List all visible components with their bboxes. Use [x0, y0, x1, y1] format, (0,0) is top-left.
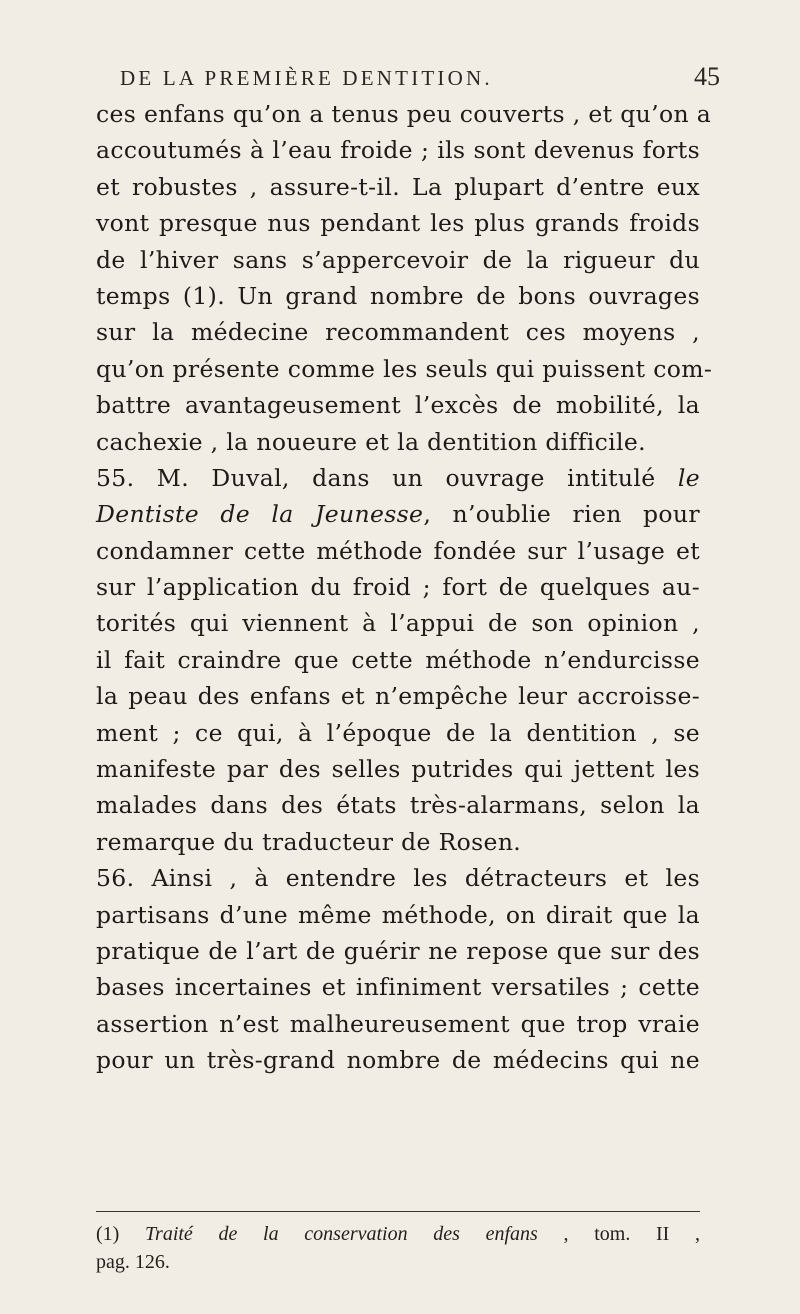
footnote-marker: (1) [96, 1223, 146, 1245]
text-line: condamner cette méthode fondée sur l’usage et [96, 536, 700, 565]
text-line: torités qui viennent à l’appui de son opinion , [96, 609, 700, 638]
text-line: de l’hiver sans s’appercevoir de la rigueur du [96, 245, 700, 274]
footnote-title: Traité de la conservation des enfans [145, 1223, 538, 1245]
text-line: 56. Ainsi , à entendre les détracteurs et les [96, 864, 700, 893]
page-number: 45 [694, 62, 720, 91]
text-line: temps (1). Un grand nombre de bons ouvrages [96, 281, 700, 310]
text-run: , n’oublie rien pour [423, 500, 700, 529]
text-run: 55. M. Duval, dans un ouvrage intitulé [96, 463, 678, 492]
text-line: battre avantageusement l’excès de mobilité, la [96, 391, 700, 420]
text-line: pratique de l’art de guérir ne repose que sur des [96, 936, 700, 965]
text-line: sur la médecine recommandent ces moyens , [96, 318, 700, 347]
running-head [120, 62, 720, 96]
text-line: pour un très-grand nombre de médecins qui ne [96, 1046, 700, 1075]
text-line: partisans d’une même méthode, on dirait que la [96, 900, 700, 929]
text-line: qu’on présente comme les seuls qui puissent com- [96, 354, 713, 383]
text-line: bases incertaines et infiniment versatiles ; cette [96, 973, 700, 1002]
text-line: manifeste par des selles putrides qui jettent les [96, 755, 700, 784]
text-line: cachexie , la noueure et la dentition difficile. [96, 427, 646, 456]
text-line: vont presque nus pendant les plus grands froids [96, 209, 700, 238]
body-text [96, 96, 713, 1079]
text-line: et robustes , assure-t-il. La plupart d’entre eux [96, 172, 700, 201]
text-line: remarque du traducteur de Rosen. [96, 827, 522, 856]
text-line: sur l’application du froid ; fort de quelques au- [96, 573, 700, 602]
text-line: il fait craindre que cette méthode n’endurcisse [96, 645, 700, 674]
paragraph-55-line-2 [96, 496, 700, 532]
paragraph-55-line-1 [96, 460, 700, 496]
text-line: malades dans des états très-alarmans, selon la [96, 791, 700, 820]
footnote-line-2: pag. 126. [96, 1251, 170, 1273]
text-line: ces enfans qu’on a tenus peu couverts , et qu’on a [96, 100, 712, 128]
footnote-line-1 [96, 1220, 700, 1248]
text-line: la peau des enfans et n’empêche leur accroisse- [96, 682, 700, 711]
text-line: ment ; ce qui, à l’époque de la dentition , se [96, 718, 700, 747]
footnote-divider [96, 1211, 700, 1212]
footnote-reference: , tom. II , [537, 1223, 701, 1245]
running-title: DE LA PREMIÈRE DENTITION. [120, 66, 493, 90]
book-title: Dentiste de la Jeunesse [96, 500, 424, 529]
text-line: accoutumés à l’eau froide ; ils sont devenus forts [96, 136, 700, 165]
footnote [96, 1220, 700, 1276]
italic-run: le [677, 463, 700, 492]
text-line: assertion n’est malheureusement que trop vraie [96, 1009, 700, 1038]
